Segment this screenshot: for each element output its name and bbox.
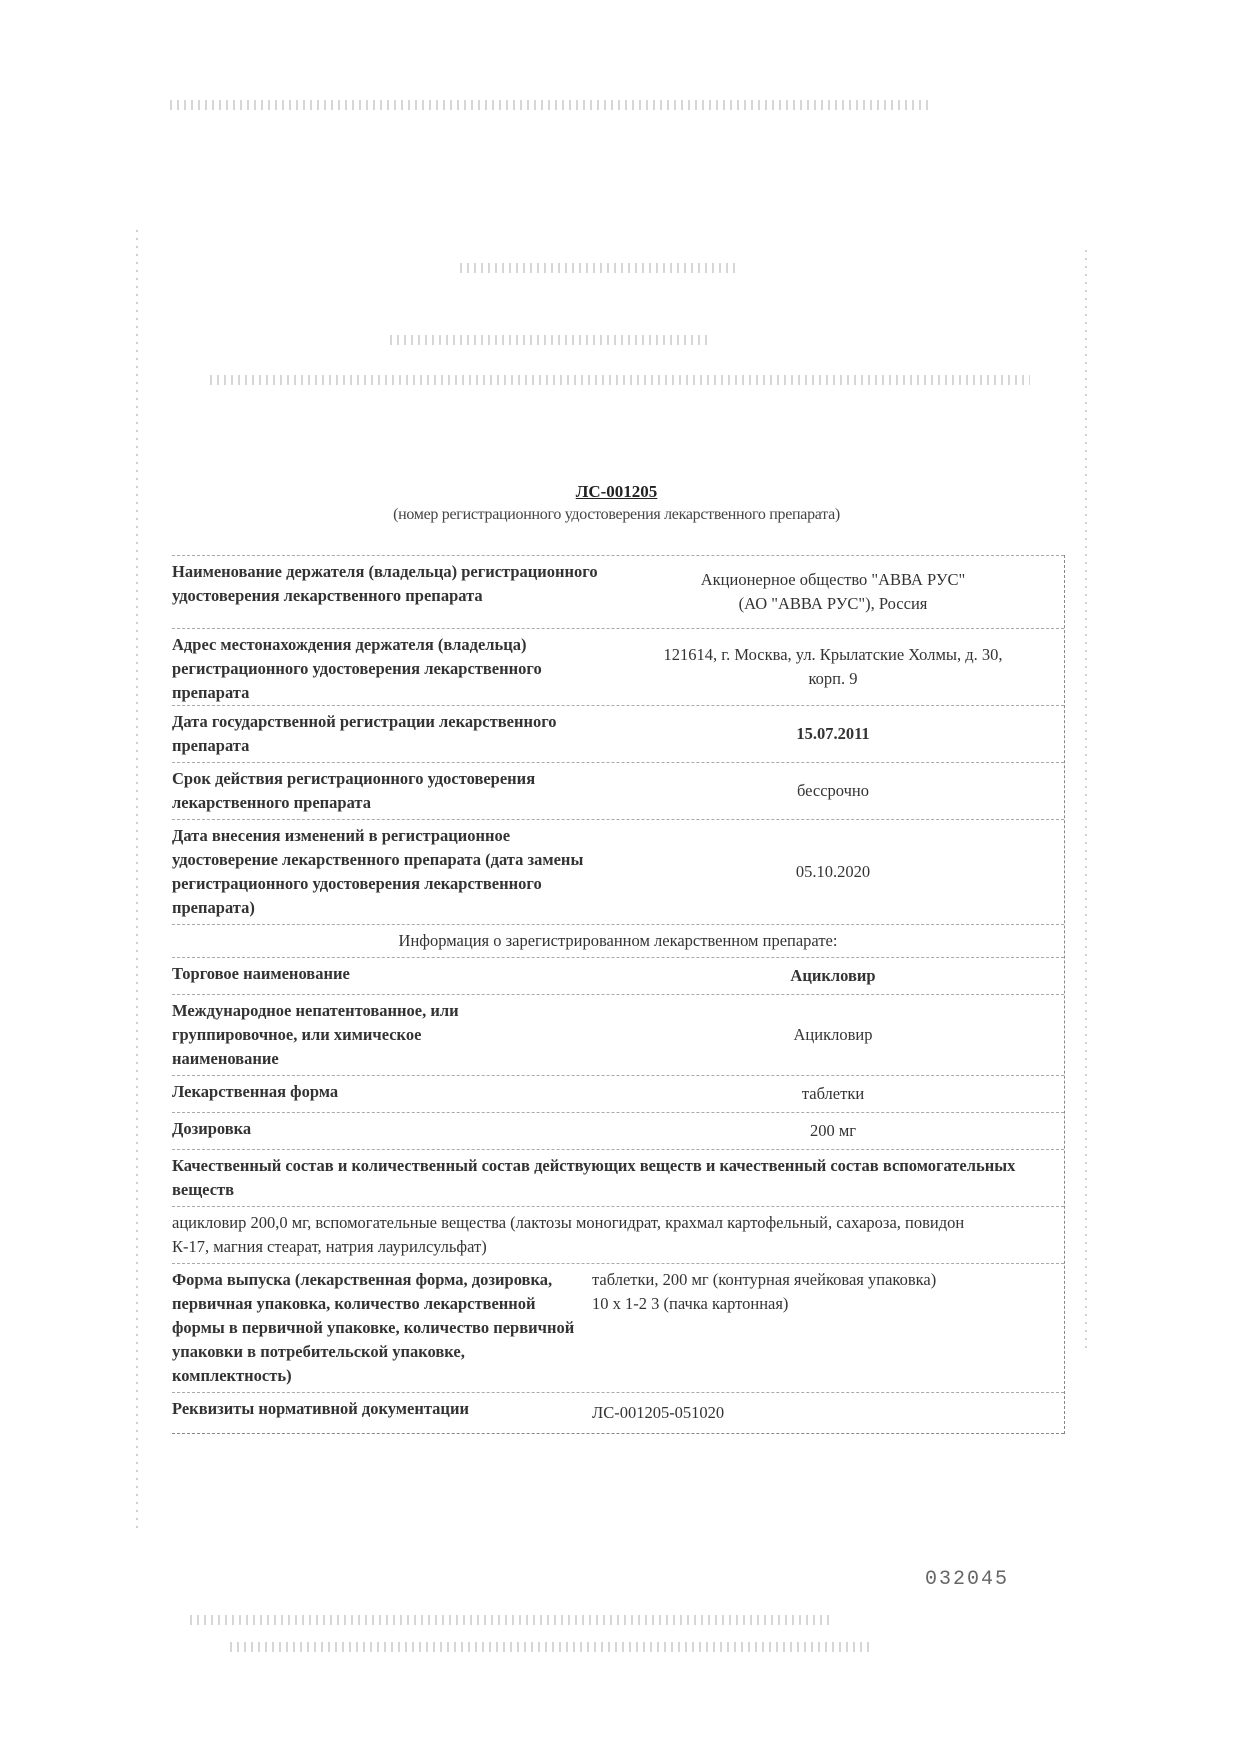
row-value [582,1264,1064,1392]
table-row-inn [172,994,1064,1075]
table-row-dosage-form [172,1075,1064,1112]
row-label: Реквизиты нормативной документации [172,1399,469,1418]
serial-number: 032045 [925,1568,1010,1591]
row-label: Лекарственная форма [172,1082,339,1101]
row-label: Форма выпуска (лекарственная форма, дозировка, первичная упаковка, количество лекарственной формы в первичной упаковке, количество первичной упаковки в потребительской упаковке, комплектность) [172,1270,575,1385]
scan-noise-header [460,263,740,273]
table-row-trade-name [172,957,1064,994]
scan-noise-footer [190,1615,830,1625]
row-label: Международное непатентованное, или группировочное, или химическое наименование [172,1001,459,1068]
value-line: таблетки, 200 мг (контурная ячейковая упаковка) [592,1270,937,1289]
row-value: Ацикловир [790,966,876,985]
row-label: Срок действия регистрационного удостоверения лекарственного препарата [172,769,536,812]
row-value: ЛС-001205-051020 [592,1403,725,1422]
composition-value: ацикловир 200,0 мг, вспомогательные вещества (лактозы моногидрат, крахмал картофельный, сахароза, повидон К-17, магния стеарат, натрия лаурилсульфат) [172,1213,965,1256]
row-value: 200 мг [809,1121,857,1140]
table-row-change-date [172,819,1064,924]
value-line: 10 х 1-2 3 (пачка картонная) [592,1294,789,1313]
value-line: 121614, г. Москва, ул. Крылатские Холмы, д. 30, [663,645,1003,664]
table-row-composition [172,1206,1064,1263]
row-label: Дата внесения изменений в регистрационное удостоверение лекарственного препарата (дата замены регистрационного удостоверения лекарственного препарата) [172,826,584,917]
row-value: бессрочно [796,781,869,800]
row-label: Наименование держателя (владельца) регистрационного удостоверения лекарственного препарата [172,562,598,605]
table-row-dosage [172,1112,1064,1149]
row-value [602,629,1064,705]
scan-noise-footer [230,1642,870,1652]
drug-info-heading: Информация о зарегистрированном лекарственном препарате: [398,931,838,950]
row-value: Ацикловир [793,1025,873,1044]
drug-info-heading-row [172,924,1064,957]
table-row-composition-label [172,1149,1064,1206]
scan-noise-header [210,375,1030,385]
value-line: корп. 9 [808,669,858,688]
scan-noise-header [170,100,930,110]
scan-noise-margin [1085,250,1087,1350]
table-row-validity [172,762,1064,819]
composition-label: Качественный состав и количественный состав действующих веществ и качественный состав вспомогательных веществ [172,1156,1016,1199]
certificate-table [172,555,1065,1434]
scan-noise-margin [136,230,138,1530]
row-value: таблетки [801,1084,865,1103]
row-label: Адрес местонахождения держателя (владельца) регистрационного удостоверения лекарственного препарата [172,635,542,702]
row-label: Дозировка [172,1119,252,1138]
row-value [602,556,1064,628]
row-value: 05.10.2020 [795,862,871,881]
table-row-registration-date [172,705,1064,762]
table-row-holder-name [172,555,1064,628]
value-line: (АО "АВВА РУС"), Россия [738,594,928,613]
row-label: Дата государственной регистрации лекарственного препарата [172,712,557,755]
table-row-release-form [172,1263,1064,1392]
scan-noise-header [390,335,710,345]
certificate-number-caption: (номер регистрационного удостоверения лекарственного препарата) [393,506,840,523]
table-row-holder-address [172,628,1064,705]
certificate-number: ЛС-001205 [575,482,658,501]
row-label: Торговое наименование [172,964,350,983]
row-value: 15.07.2011 [796,724,870,743]
table-row-normative [172,1392,1064,1434]
value-line: Акционерное общество "АВВА РУС" [700,570,966,589]
